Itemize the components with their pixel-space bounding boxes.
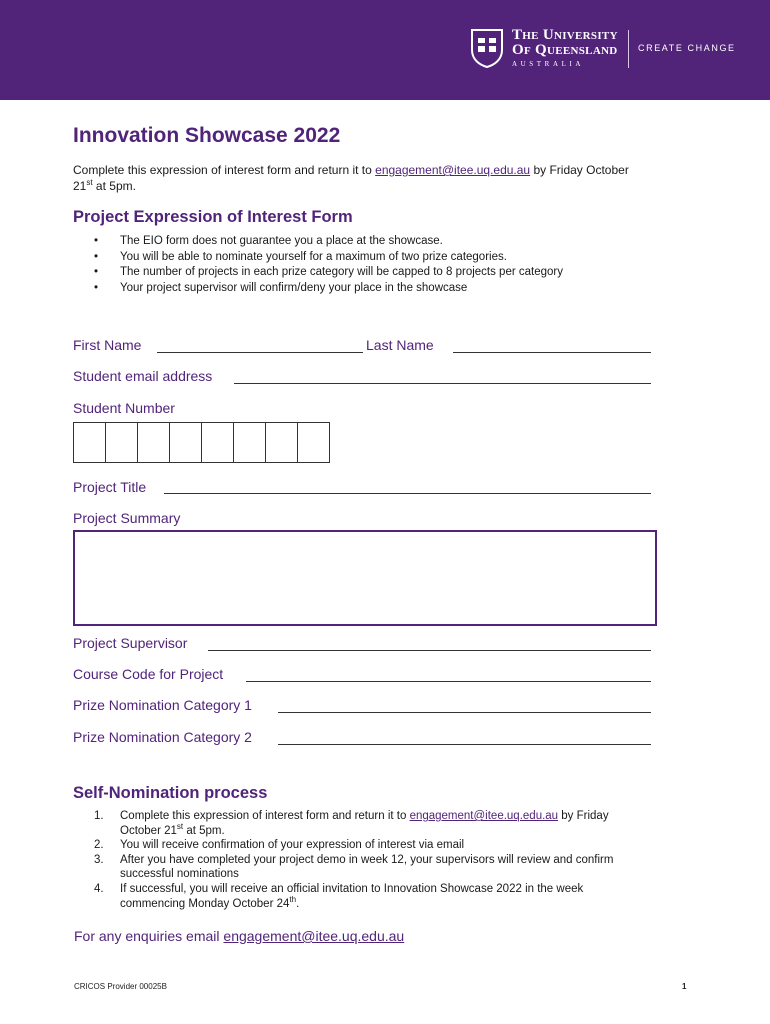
cricos-footer: CRICOS Provider 00025B: [74, 982, 167, 991]
bullet-text: Your project supervisor will confirm/deny your place in the showcase: [120, 281, 468, 294]
step-text-part: successful nominations: [120, 868, 239, 881]
bullet-text: You will be able to nominate yourself for a maximum of two prize categories.: [120, 250, 507, 263]
project-title-field[interactable]: [164, 493, 651, 494]
prize-category-1-label: Prize Nomination Category 1: [73, 697, 252, 713]
intro-paragraph: [73, 162, 683, 194]
university-logo: [512, 28, 618, 70]
student-number-digit-box[interactable]: [137, 422, 170, 463]
student-number-digit-box[interactable]: [201, 422, 234, 463]
step-email-link[interactable]: engagement@itee.uq.edu.au: [409, 810, 559, 822]
self-nomination-heading: Self-Nomination process: [73, 784, 268, 802]
step-text-part: .: [296, 897, 300, 910]
step-text-part: at 5pm.: [183, 824, 225, 837]
project-title-label: Project Title: [73, 479, 147, 495]
bullet-list: [94, 234, 563, 296]
intro-text-after: by Friday October: [530, 163, 629, 177]
tagline: CREATE CHANGE: [638, 43, 736, 53]
step-text: [120, 809, 609, 838]
step-text-part: If successful, you will receive an official invitation to Innovation Showcase 2022 in the week: [120, 882, 584, 895]
list-item: [94, 853, 684, 882]
step-sup: st: [176, 821, 184, 831]
step-text-part: October 21: [120, 824, 177, 837]
intro-text: Complete this expression of interest form and return it to: [73, 163, 376, 177]
step-number: 3.: [94, 853, 104, 866]
step-sup: th: [289, 894, 297, 904]
bullet-glyph: •: [94, 281, 99, 294]
step-text-part: commencing Monday October 24: [120, 897, 290, 910]
enquiries-text: For any enquiries email: [74, 928, 224, 944]
page-number: 1: [682, 982, 687, 991]
header-banner: [0, 0, 770, 100]
student-email-label: Student email address: [73, 368, 213, 384]
bullet-text: The EIO form does not guarantee you a place at the showcase.: [120, 235, 443, 247]
uni-line-3: AUSTRALIA: [512, 60, 585, 68]
step-text: [120, 853, 613, 882]
course-code-label: Course Code for Project: [73, 666, 224, 682]
student-number-boxes: [73, 422, 329, 463]
list-item: [94, 281, 563, 297]
project-summary-field[interactable]: [73, 530, 657, 626]
list-item: [94, 234, 563, 250]
student-number-digit-box[interactable]: [233, 422, 266, 463]
step-text-part: Complete this expression of interest form and return it to: [120, 810, 410, 822]
intro-date: 21: [73, 179, 87, 193]
step-text-part: After you have completed your project demo in week 12, your supervisors will review and confirm: [120, 853, 614, 866]
project-summary-label: Project Summary: [73, 510, 181, 526]
uni-line-2: Of Queensland: [512, 42, 618, 58]
student-number-label: Student Number: [73, 400, 175, 416]
intro-date-sup: st: [86, 178, 93, 187]
course-code-field[interactable]: [246, 681, 651, 682]
list-item: [94, 809, 684, 838]
form-heading: Project Expression of Interest Form: [73, 208, 353, 226]
project-supervisor-label: Project Supervisor: [73, 635, 188, 651]
step-number: 2.: [94, 839, 104, 852]
student-number-digit-box[interactable]: [297, 422, 330, 463]
bullet-glyph: •: [94, 266, 99, 279]
uni-line-1: The University: [512, 27, 618, 43]
first-name-label: First Name: [73, 337, 142, 353]
student-number-digit-box[interactable]: [169, 422, 202, 463]
intro-email-link[interactable]: engagement@itee.uq.edu.au: [375, 163, 531, 177]
university-crest-icon: [470, 28, 504, 68]
logo-divider: [628, 30, 629, 68]
step-text-part: by Friday: [558, 810, 609, 822]
student-email-field[interactable]: [234, 383, 651, 384]
enquiries-line: [74, 928, 404, 944]
prize-category-2-label: Prize Nomination Category 2: [73, 729, 252, 745]
prize-category-1-field[interactable]: [278, 712, 651, 713]
last-name-label: Last Name: [366, 337, 434, 353]
student-number-digit-box[interactable]: [105, 422, 138, 463]
list-item: [94, 250, 563, 266]
bullet-glyph: •: [94, 250, 99, 263]
list-item: [94, 882, 684, 911]
step-text: You will receive confirmation of your expression of interest via email: [120, 839, 465, 852]
page-title: Innovation Showcase 2022: [73, 124, 341, 147]
first-name-field[interactable]: [157, 352, 363, 353]
bullet-text: The number of projects in each prize category will be capped to 8 projects per category: [120, 266, 563, 279]
self-nomination-steps: [94, 809, 684, 911]
step-number: 4.: [94, 882, 104, 895]
last-name-field[interactable]: [453, 352, 651, 353]
student-number-digit-box[interactable]: [73, 422, 106, 463]
bullet-glyph: •: [94, 235, 99, 247]
student-number-digit-box[interactable]: [265, 422, 298, 463]
list-item: [94, 265, 563, 281]
project-supervisor-field[interactable]: [208, 650, 651, 651]
list-item: [94, 838, 684, 853]
enquiries-email-link[interactable]: engagement@itee.uq.edu.au: [223, 928, 405, 944]
step-number: 1.: [94, 810, 104, 822]
prize-category-2-field[interactable]: [278, 744, 651, 745]
intro-time: at 5pm.: [92, 179, 136, 193]
step-text: [120, 882, 583, 911]
